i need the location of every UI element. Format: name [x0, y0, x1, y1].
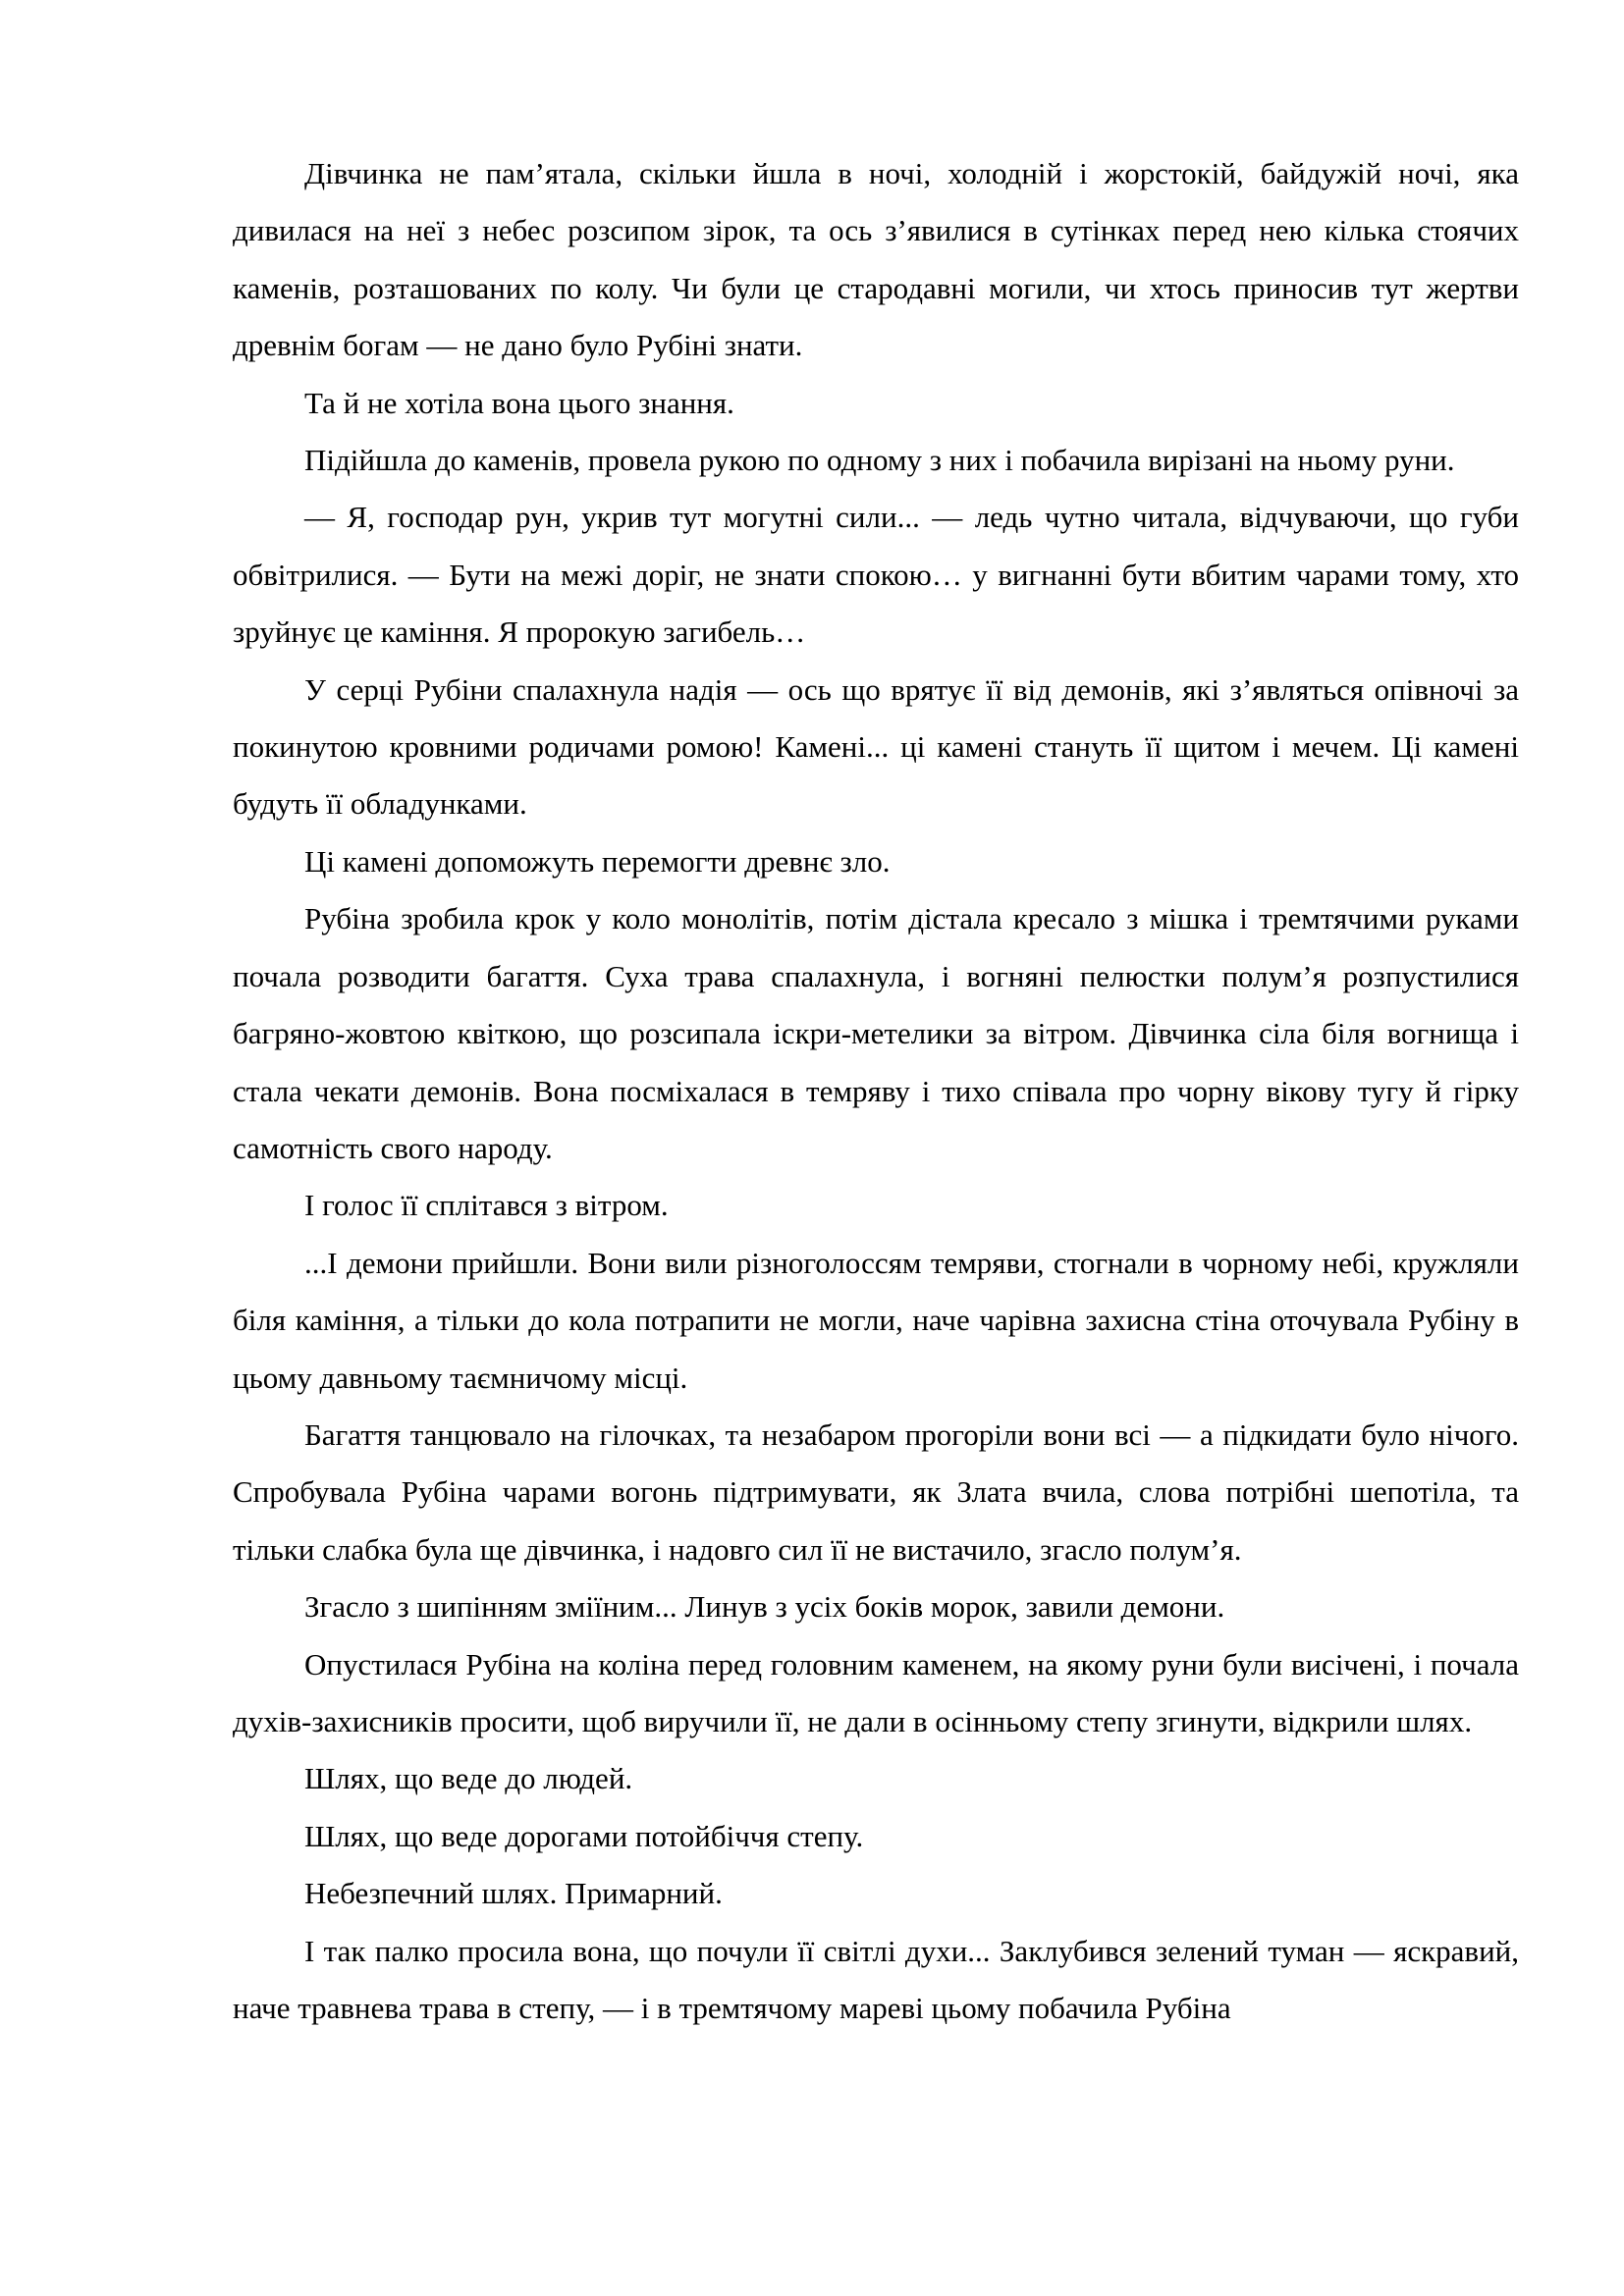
- document-page: [233, 145, 1519, 2037]
- paragraph-2: Та й не хотіла вона цього знання.: [304, 385, 734, 420]
- paragraph-16: І так палко просила вона, що почули її світлі духи... Заклубився зелений туман — яскравий, наче травнева трава в степу, — і в тремтячому мареві цьому побачила Рубіна: [233, 1933, 1519, 2025]
- paragraph-9: ...І демони прийшли. Вони вили різноголоссям темряви, стогнали в чорному небі, кружляли біля каміння, а тільки до кола потрапити не могли, наче чарівна захисна стіна оточувала Рубіну в цьому давньому таємничому місці.: [233, 1245, 1519, 1395]
- paragraph-5: У серці Рубіни спалахнула надія — ось що врятує її від демонів, які з’являться опівночі за покинутою кровними родичами ромою! Камені... ці камені стануть її щитом і мечем. Ці камені будуть її обладунками.: [233, 671, 1519, 822]
- paragraph-10: Багаття танцювало на гілочках, та незабаром прогоріли вони всі — а підкидати було нічого. Спробувала Рубіна чарами вогонь підтримувати, як Злата вчила, слова потрібні шепотіла, та тільки слабка була ще дівчинка, і надовго сил її не вистачило, згасло полум’я.: [233, 1416, 1519, 1567]
- paragraph-8: І голос її сплітався з вітром.: [304, 1188, 669, 1223]
- paragraph-13: Шлях, що веде до людей.: [304, 1761, 633, 1796]
- paragraph-15: Небезпечний шлях. Примарний.: [304, 1876, 723, 1911]
- paragraph-12: Опустилася Рубіна на коліна перед головним каменем, на якому руни були висічені, і почала духів-захисників просити, щоб виручили її, не дали в осінньому степу згинути, відкрили шлях.: [233, 1646, 1519, 1738]
- paragraph-7: Рубіна зробила крок у коло монолітів, потім дістала кресало з мішка і тремтячими руками почала розводити багаття. Суха трава спалахнула, і вогняні пелюстки полум’я розпустилися багряно-жовтою квіткою, що розсипала іскри-метелики за вітром. Дівчинка сіла біля вогнища і стала чекати демонів. Вона посміхалася в темряву і тихо співала про чорну вікову тугу й гірку самотність свого народу.: [233, 901, 1519, 1165]
- paragraph-3: Підійшла до каменів, провела рукою по одному з них і побачила вирізані на ньому руни.: [304, 443, 1455, 478]
- paragraph-4: — Я, господар рун, укрив тут могутні сили... — ледь чутно читала, відчуваючи, що губи обвітрилися. — Бути на межі доріг, не знати спокою… у вигнанні бути вбитим чарами тому, хто зруйнує це каміння. Я пророкую загибель…: [233, 500, 1519, 650]
- paragraph-14: Шлях, що веде дорогами потойбіччя степу.: [304, 1818, 864, 1853]
- paragraph-11: Згасло з шипінням зміїним... Линув з усіх боків морок, завили демони.: [304, 1589, 1225, 1625]
- paragraph-6: Ці камені допоможуть перемогти древнє зло.: [304, 843, 891, 879]
- paragraph-1: Дівчинка не пам’ятала, скільки йшла в ночі, холодній і жорстокій, байдужій ночі, яка дивилася на неї з небес розсипом зірок, та ось з’явилися в сутінках перед нею кілька стоячих каменів, розташованих по колу. Чи були це стародавні могили, чи хтось приносив тут жертви древнім богам — не дано було Рубіні знати.: [233, 156, 1519, 363]
